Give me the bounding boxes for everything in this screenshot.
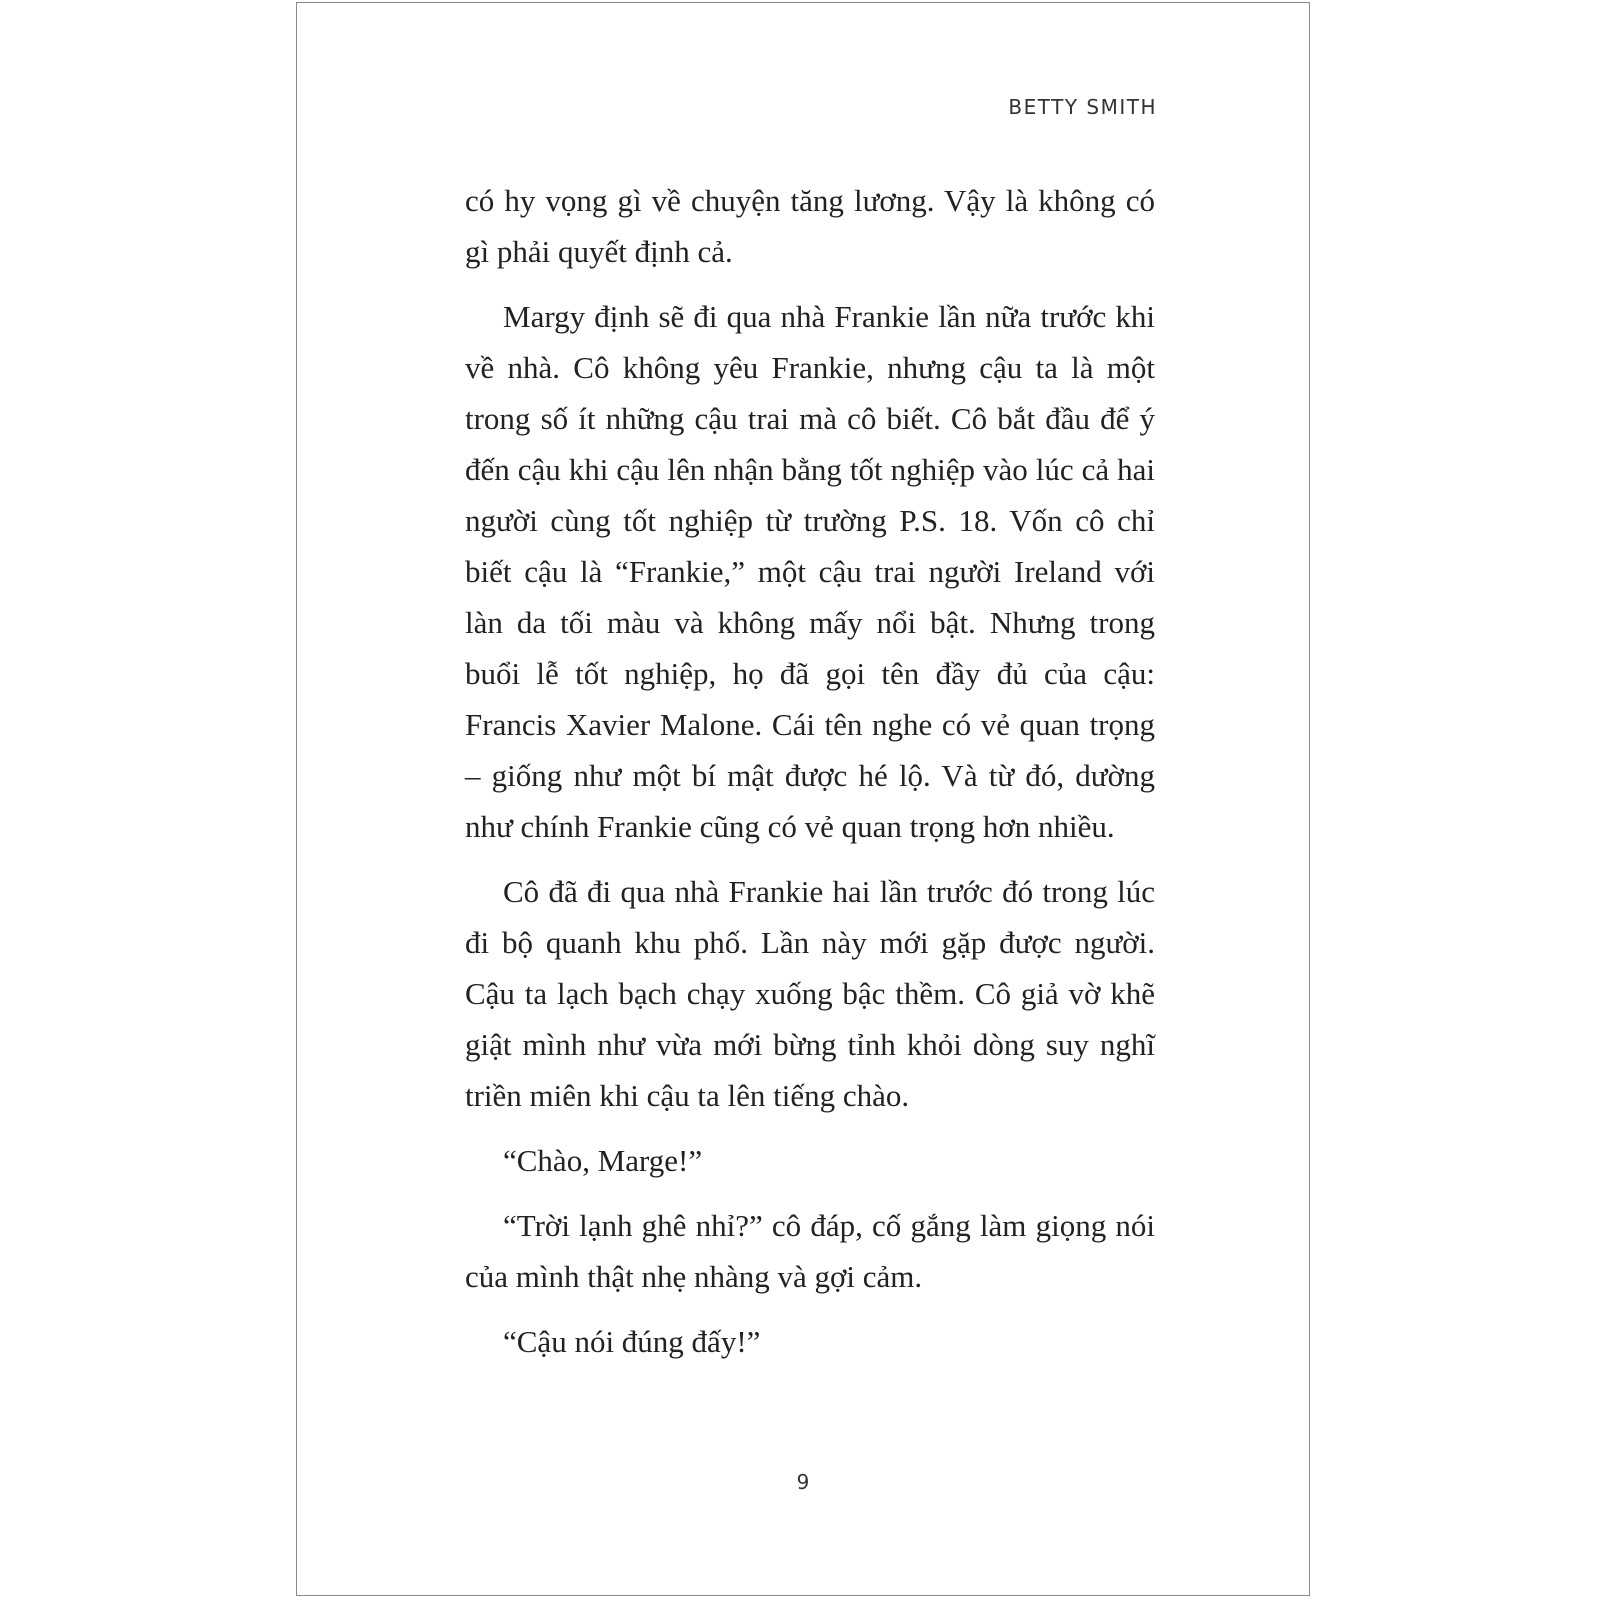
paragraph: “Chào, Marge!” [503,1143,703,1178]
page-number: 9 [796,1470,810,1494]
paragraph: “Cậu nói đúng đấy!” [503,1324,761,1359]
running-header-author: BETTY SMITH [1008,95,1157,119]
body-text [465,175,1155,1381]
paragraph: Margy định sẽ đi qua nhà Frankie lần nữa trước khi về nhà. Cô không yêu Frankie, nhưng cậu ta là một trong số ít những cậu trai mà cô biết. Cô bắt đầu để ý đến cậu khi cậu lên nhận bằng tốt nghiệp vào lúc cả hai người cùng tốt nghiệp từ trường P.S. 18. Vốn cô chỉ biết cậu là “Frankie,” một cậu trai người Ireland với làn da tối màu và không mấy nổi bật. Nhưng trong buổi lễ tốt nghiệp, họ đã gọi tên đầy đủ của cậu: Francis Xavier Malone. Cái tên nghe có vẻ quan trọng – giống như một bí mật được hé lộ. Và từ đó, dường như chính Frankie cũng có vẻ quan trọng hơn nhiều. [465,299,1155,844]
paragraph: có hy vọng gì về chuyện tăng lương. Vậy là không có gì phải quyết định cả. [465,183,1155,269]
paragraph: Cô đã đi qua nhà Frankie hai lần trước đó trong lúc đi bộ quanh khu phố. Lần này mới gặp được người. Cậu ta lạch bạch chạy xuống bậc thềm. Cô giả vờ khẽ giật mình như vừa mới bừng tỉnh khỏi dòng suy nghĩ triền miên khi cậu ta lên tiếng chào. [465,874,1155,1113]
book-page [296,2,1310,1596]
paragraph: “Trời lạnh ghê nhỉ?” cô đáp, cố gắng làm giọng nói của mình thật nhẹ nhàng và gợi cảm. [465,1208,1155,1294]
